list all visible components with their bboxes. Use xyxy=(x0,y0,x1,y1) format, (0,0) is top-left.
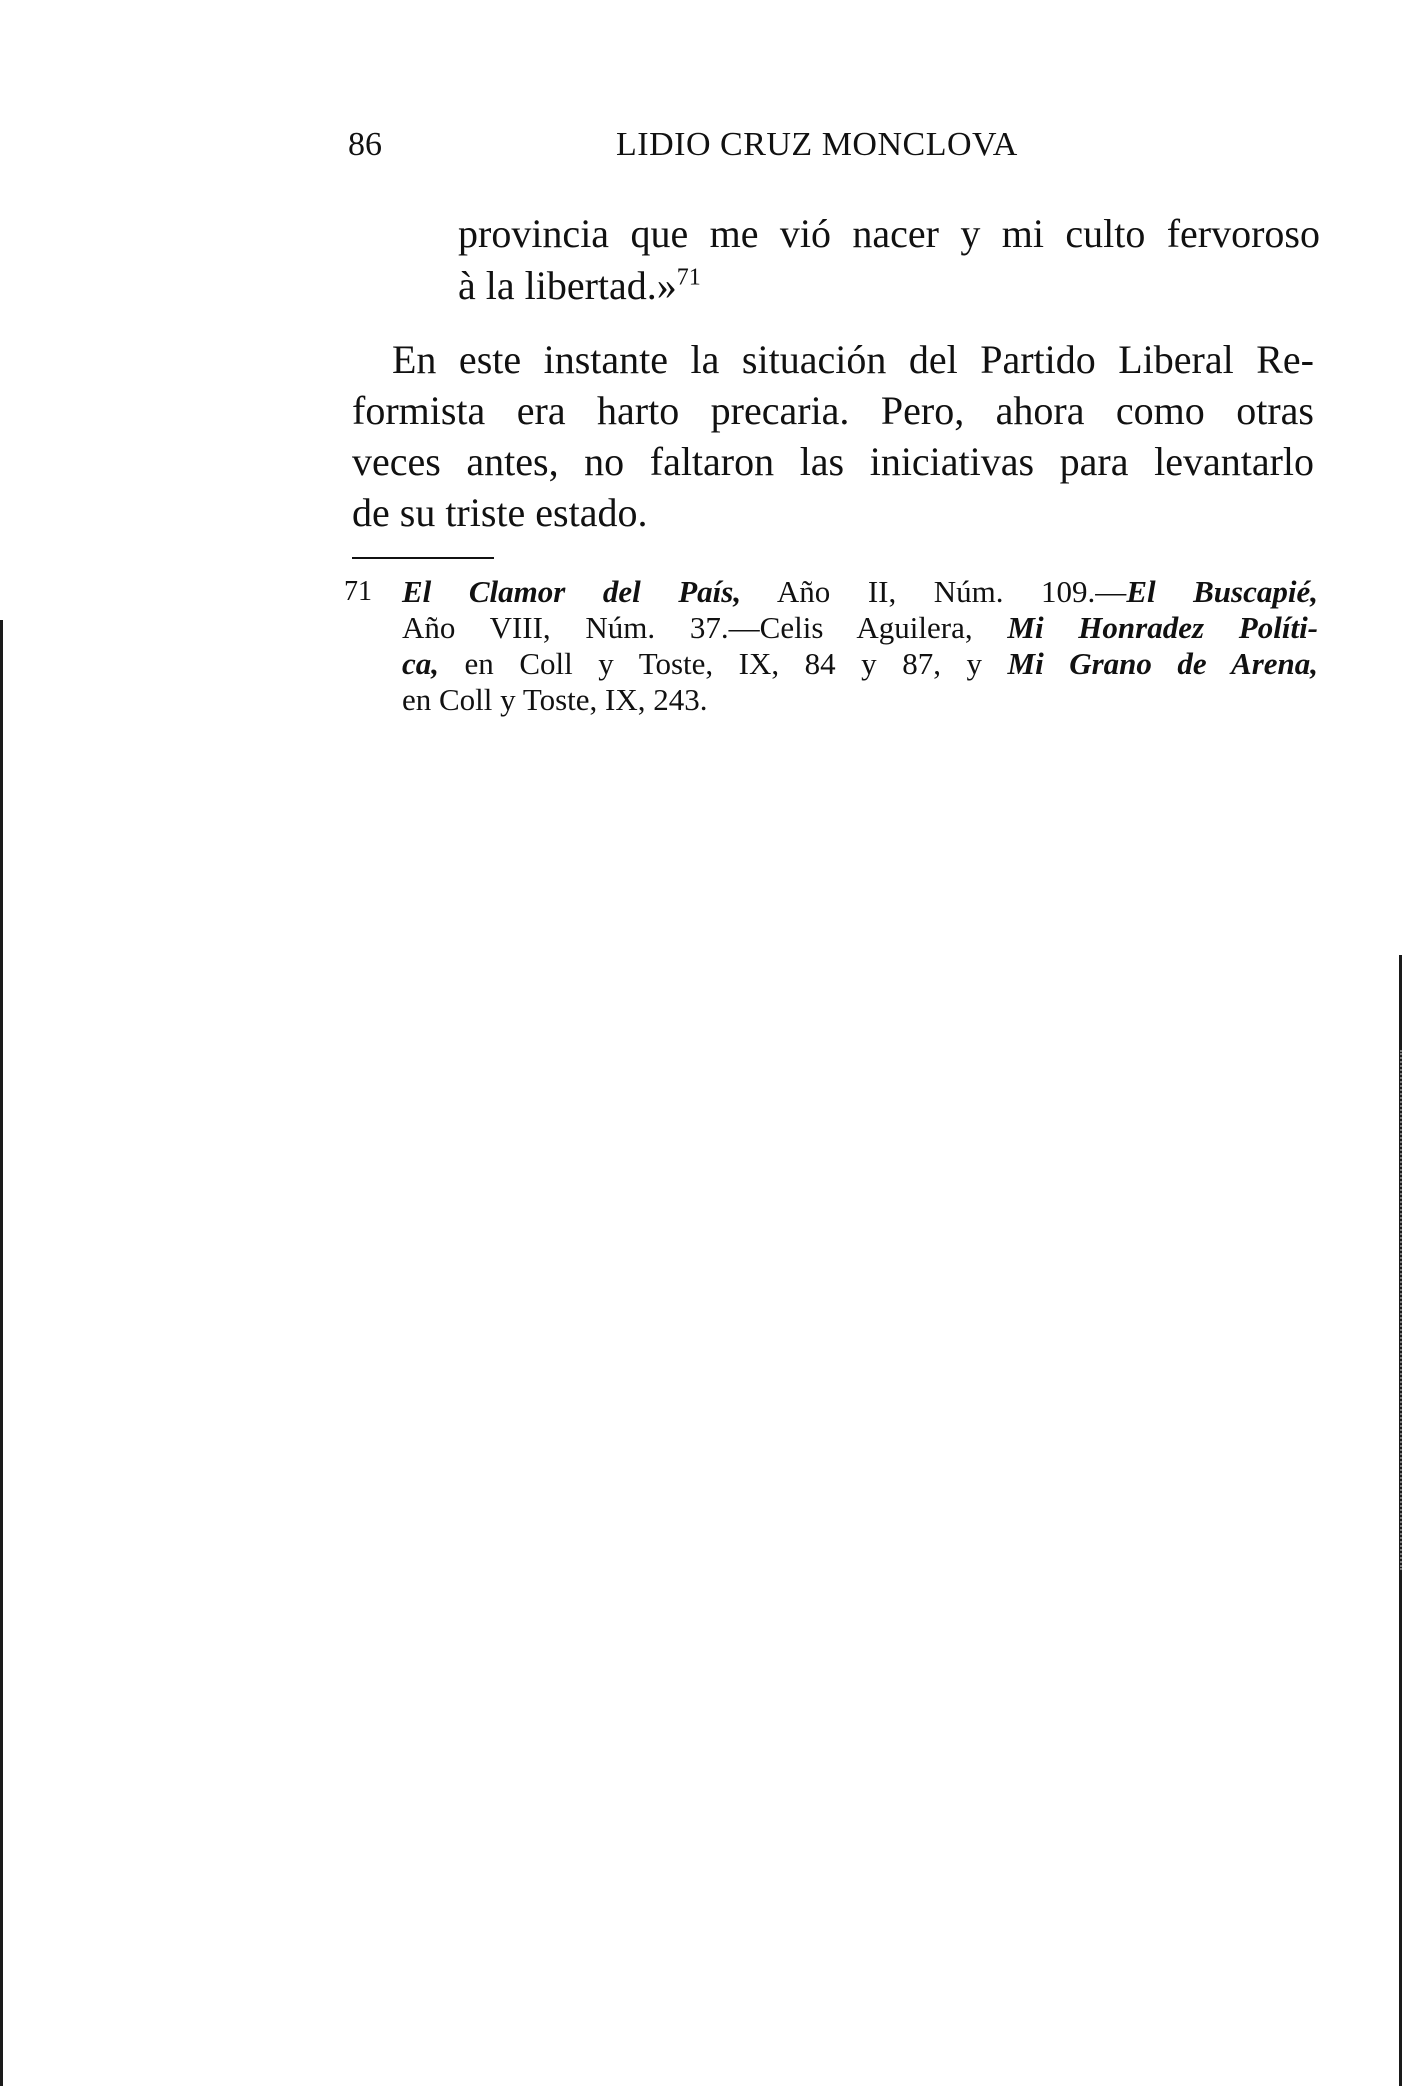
body-line: de su triste estado. xyxy=(352,490,648,535)
footnote-title: Mi Grano de Arena, xyxy=(1007,646,1319,681)
footnote-title: ca, xyxy=(402,646,440,681)
verse-line-text: à la libertad.» xyxy=(458,263,677,308)
body-line: formista era harto precaria. Pero, ahora como otras xyxy=(352,388,1314,433)
footnote-text: en Coll y Toste, IX, 84 y 87, y xyxy=(464,646,982,681)
footnote-separator xyxy=(352,557,494,559)
footnote-number: 71 xyxy=(344,576,372,607)
footnote-body xyxy=(402,574,1318,718)
footnote-text: Año II, Núm. 109.— xyxy=(776,574,1127,609)
body-line: veces antes, no faltaron las iniciativas para levantarlo xyxy=(352,439,1314,484)
body-line: En este instante la situación del Partido Liberal Re- xyxy=(392,337,1314,382)
quoted-verse xyxy=(458,208,1320,312)
running-head xyxy=(348,120,1096,170)
verse-line: provincia que me vió nacer y mi culto fervoroso xyxy=(458,211,1320,256)
footnote-title: El Clamor del País, xyxy=(402,574,742,609)
running-head-author: LIDIO CRUZ MONCLOVA xyxy=(616,126,1018,163)
footnote-line xyxy=(402,646,1318,682)
scan-edge-right-dots xyxy=(1398,1050,1402,1570)
verse-line xyxy=(458,260,1320,312)
footnote-reference: 71 xyxy=(676,264,701,291)
footnote-text: Año VIII, Núm. 37.—Celis Aguilera, xyxy=(402,610,973,645)
footnote-line: en Coll y Toste, IX, 243. xyxy=(402,682,708,717)
footnote-line xyxy=(402,574,1318,610)
footnote-line xyxy=(402,610,1318,646)
scan-edge-left xyxy=(0,620,3,2086)
footnote-title: Mi Honradez Políti- xyxy=(1007,610,1319,645)
body-paragraph xyxy=(352,334,1314,538)
page-number: 86 xyxy=(348,126,382,163)
footnote-title: El Buscapié, xyxy=(1126,574,1318,609)
